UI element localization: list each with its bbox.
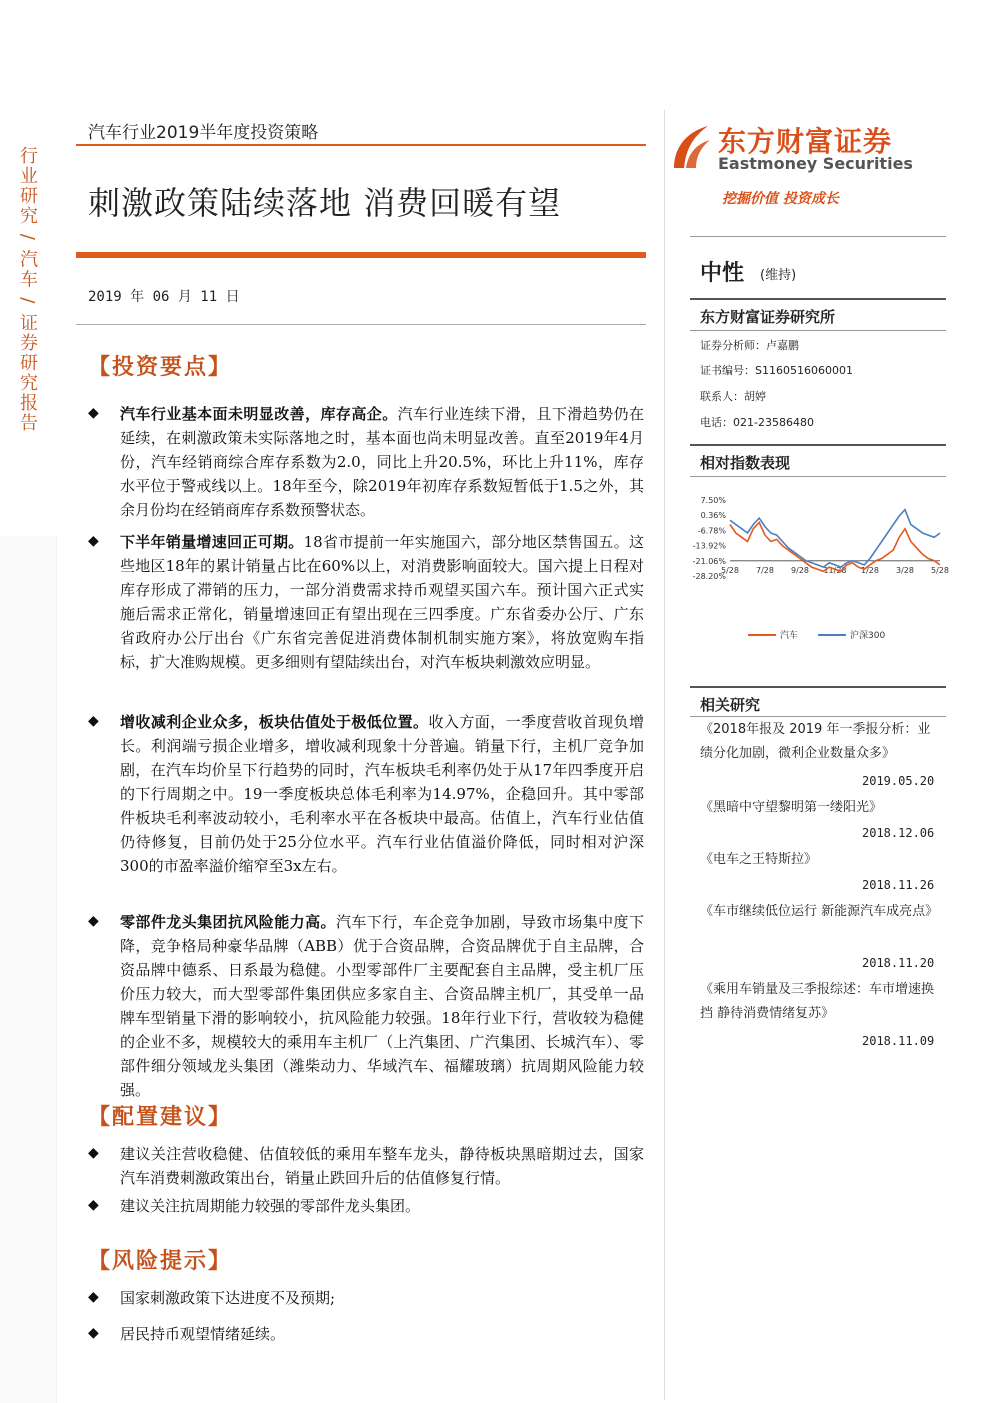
- x-tick-label: 1/28: [861, 565, 879, 575]
- chart-top-rule: [690, 444, 946, 446]
- x-tick-label: 3/28: [896, 565, 914, 575]
- key-point-lead: 增收减利企业众多，板块估值处于极低位置。: [120, 713, 429, 731]
- rating-label: 中性: [700, 261, 745, 286]
- y-tick-label: -28.20%: [692, 572, 726, 581]
- risk-text: 居民持币观望情绪延续。: [120, 1325, 286, 1343]
- key-point-text: 18省市提前一年实施国六，部分地区禁售国五。这些地区18年的累计销量占比在60%以上，对消费影响面较大。国六提上日程对库存形成了滞销的压力，一部分消费需求持币观望买国六车。预计国六正式实施后需求正常化，销量增速回正有望出现在三四季度。广东省委办公厅、广东省政府办公厅出台《广东省完善促进消费体制机制实施方案》，将放宽购车指标，扩大准购规模。更多细则有望陆续出台，对汽车板块刺激效应明显。: [120, 533, 644, 671]
- key-point-4: [88, 910, 644, 1102]
- rating-top-rule: [690, 236, 946, 237]
- key-point-lead: 汽车行业基本面未明显改善，库存高企。: [120, 405, 398, 423]
- sidebar-category-label: 行业研究 / 汽车 / 证券研究报告: [17, 146, 38, 434]
- key-point-2: [88, 530, 644, 674]
- brand-slogan: 挖掘价值 投资成长: [722, 191, 839, 207]
- diamond-bullet-icon: ◆: [88, 1197, 99, 1213]
- x-tick-label: 9/28: [791, 565, 809, 575]
- diamond-bullet-icon: ◆: [88, 1289, 99, 1305]
- certificate-number: 证书编号：S1160516060001: [700, 364, 853, 377]
- y-tick-label: 0.36%: [700, 511, 726, 521]
- sidebar-bottom-fill: [0, 536, 57, 1403]
- y-tick-label: 7.50%: [700, 496, 726, 505]
- allocation-item-1: [88, 1142, 644, 1190]
- research-item-date: 2018.11.20: [862, 956, 935, 970]
- diamond-bullet-icon: ◆: [88, 1145, 99, 1161]
- diamond-bullet-icon: ◆: [88, 913, 99, 929]
- risk-item-2: [88, 1322, 644, 1346]
- research-item-title: 《车市继续低位运行 新能源汽车成亮点》: [700, 904, 939, 919]
- diamond-bullet-icon: ◆: [88, 713, 99, 729]
- key-point-text: 汽车下行，车企竞争加剧，导致市场集中度下降，竞争格局种豪华品牌（ABB）优于合资品牌，合资品牌优于自主品牌，合资品牌中德系、日系最为稳健。小型零部件厂主要配套自主品牌，受主机厂压价压力较大，而大型零部件集团供应多家自主、合资品牌主机厂，其受单一品牌车型销量下滑的影响较小，抗风险能力较强。18年行业下行，营收较为稳健的企业不多，规模较大的乘用车主机厂（上汽集团、广汽集团、长城汽车）、零部件细分领域龙头集团（潍柴动力、华域汽车、福耀玻璃）抗周期风险能力较强。: [120, 913, 644, 1099]
- brand-name-en: Eastmoney Securities: [718, 154, 913, 173]
- risk-item-1: [88, 1286, 644, 1310]
- y-tick-label: -13.92%: [692, 541, 726, 551]
- x-tick-label: 11/28: [823, 565, 847, 575]
- section-heading-allocation: 【配置建议】: [88, 1105, 233, 1130]
- research-top-rule: [690, 686, 946, 688]
- allocation-item-2: [88, 1194, 644, 1218]
- key-point-lead: 零部件龙头集团抗风险能力高。: [120, 913, 336, 931]
- brand-name-cn: 东方财富证券: [718, 125, 893, 158]
- contact-phone: 电话：021-23586480: [700, 416, 814, 429]
- research-heading-rule: [690, 716, 946, 717]
- y-tick-label: -6.78%: [697, 526, 726, 536]
- key-point-text: 收入方面，一季度营收首现负增长。利润端亏损企业增多，增收减利现象十分普遍。销量下行，主机厂竞争加剧，在汽车均价呈下行趋势的同时，汽车板块毛利率仍处于从17年四季度开启的下行周期之中。19一季度板块总体毛利率为14.97%，企稳回升。其中零部件板块毛利率波动较小，毛利率水平在各板块中最高。估值上，汽车行业估值仍待修复，目前仍处于25分位水平。汽车行业估值溢价降低，同时相对沪深300的市盈率溢价缩窄至3x左右。: [120, 713, 644, 875]
- research-item-date: 2018.12.06: [862, 826, 935, 840]
- y-tick-label: -21.06%: [692, 556, 726, 566]
- x-tick-label: 5/28: [931, 565, 949, 575]
- legend-line-hs300: [818, 634, 846, 636]
- series-line: [730, 522, 940, 571]
- research-item-date: 2018.11.09: [862, 1034, 935, 1048]
- section-heading-risk: 【风险提示】: [88, 1249, 233, 1274]
- research-item-title: 《黑暗中守望黎明第一缕阳光》: [700, 800, 883, 815]
- research-item-date: 2018.11.26: [862, 878, 935, 892]
- chart-svg: [690, 490, 949, 590]
- rating-sub: (维持): [760, 268, 797, 283]
- key-point-1: [88, 402, 644, 522]
- column-divider: [664, 110, 665, 1400]
- diamond-bullet-icon: ◆: [88, 1325, 99, 1341]
- chart-title-rule: [690, 476, 946, 477]
- research-item-title: 《电车之王特斯拉》: [700, 852, 818, 867]
- analyst-name: 证券分析师：卢嘉鹏: [700, 339, 799, 352]
- chart-title: 相对指数表现: [700, 454, 791, 472]
- section-heading-key-points: 【投资要点】: [88, 355, 233, 380]
- related-research-heading: 相关研究: [700, 696, 761, 714]
- report-date: 2019 年 06 月 11 日: [88, 289, 240, 305]
- institute-name: 东方财富证券研究所: [700, 308, 836, 326]
- header-rule: [76, 144, 646, 146]
- x-tick-label: 7/28: [756, 565, 774, 575]
- diamond-bullet-icon: ◆: [88, 405, 99, 421]
- allocation-text: 建议关注抗周期能力较强的零部件龙头集团。: [120, 1197, 421, 1215]
- relative-index-chart: [690, 490, 949, 650]
- legend-line-auto: [748, 634, 776, 636]
- key-point-text: 汽车行业连续下滑，且下滑趋势仍在延续，在刺激政策未实际落地之时，基本面也尚未明显改善。直至2019年4月份，汽车经销商综合库存系数为2.0，同比上升20.5%，环比上升11%，库存水平位于警戒线以上。18年至今，除2019年初库存系数短暂低于1.5之外，其余月份均在经销商库存系数预警状态。: [120, 405, 644, 519]
- rating-bottom-rule: [690, 298, 946, 300]
- title-rule: [76, 252, 646, 258]
- allocation-text: 建议关注营收稳健、估值较低的乘用车整车龙头，静待板块黑暗期过去，国家汽车消费刺激政策出台，销量止跌回升后的估值修复行情。: [120, 1145, 644, 1187]
- key-point-3: [88, 710, 644, 878]
- contact-person: 联系人：胡婷: [700, 390, 766, 403]
- report-subtitle: 汽车行业2019半年度投资策略: [88, 123, 319, 143]
- diamond-bullet-icon: ◆: [88, 533, 99, 549]
- research-item-title: 《2018年报及 2019 年一季报分析：业绩分化加剧，微利企业数量众多》: [700, 722, 931, 761]
- report-title: 刺激政策陆续落地 消费回暖有望: [88, 184, 562, 222]
- brand-logo-icon: [668, 118, 712, 174]
- research-item-date: 2019.05.20: [862, 774, 935, 788]
- legend-label-auto: 汽车: [780, 631, 799, 641]
- institute-rule: [690, 330, 946, 331]
- date-rule: [76, 324, 646, 325]
- risk-text: 国家刺激政策下达进度不及预期;: [120, 1289, 336, 1307]
- research-item-title: 《乘用车销量及三季报综述：车市增速换挡 静待消费情绪复苏》: [700, 982, 935, 1021]
- x-tick-label: 5/28: [721, 565, 739, 575]
- key-point-lead: 下半年销量增速回正可期。: [120, 533, 304, 551]
- legend-label-hs300: 沪深300: [850, 631, 886, 641]
